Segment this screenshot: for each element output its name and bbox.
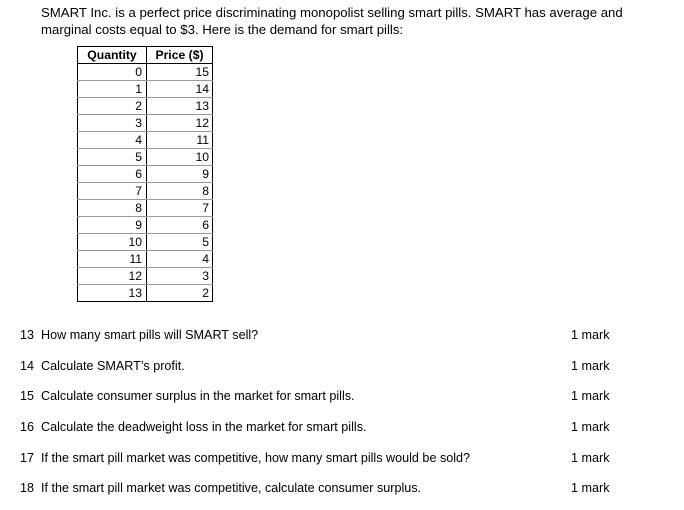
price-cell: 14 <box>147 81 213 98</box>
quantity-cell: 4 <box>78 132 147 149</box>
price-cell: 13 <box>147 98 213 115</box>
quantity-cell: 11 <box>78 251 147 268</box>
price-cell: 10 <box>147 149 213 166</box>
table-row <box>78 64 213 81</box>
question-text: Calculate the deadweight loss in the market for smart pills. <box>41 420 367 435</box>
table-row <box>78 149 213 166</box>
table-row <box>78 234 213 251</box>
question-text: If the smart pill market was competitive, how many smart pills would be sold? <box>41 450 471 465</box>
quantity-cell: 10 <box>78 234 147 251</box>
question-marks: 1 mark <box>571 358 610 373</box>
question-18 <box>20 479 620 510</box>
question-14 <box>20 357 620 388</box>
price-cell: 7 <box>147 200 213 217</box>
demand-table <box>77 46 213 302</box>
question-marks: 1 mark <box>571 389 610 404</box>
price-header: Price ($) <box>147 47 213 64</box>
price-cell: 8 <box>147 183 213 200</box>
quantity-cell: 9 <box>78 217 147 234</box>
question-15 <box>20 387 620 418</box>
question-marks: 1 mark <box>571 328 610 342</box>
question-number: 13 <box>20 328 35 342</box>
table-row <box>78 268 213 285</box>
question-text: Calculate SMART’s profit. <box>41 358 185 373</box>
table-row <box>78 132 213 149</box>
quantity-header: Quantity <box>78 47 147 64</box>
price-cell: 15 <box>147 64 213 81</box>
question-number: 16 <box>20 420 35 435</box>
table-row <box>78 115 213 132</box>
table-row <box>78 200 213 217</box>
price-cell: 11 <box>147 132 213 149</box>
table-row <box>78 98 213 115</box>
question-number: 15 <box>20 389 35 404</box>
question-text: If the smart pill market was competitive, calculate consumer surplus. <box>41 481 422 496</box>
quantity-cell: 3 <box>78 115 147 132</box>
question-16 <box>20 418 620 449</box>
table-header-row <box>78 47 213 64</box>
quantity-cell: 2 <box>78 98 147 115</box>
price-cell: 5 <box>147 234 213 251</box>
question-marks: 1 mark <box>571 450 610 465</box>
question-list <box>20 326 620 510</box>
question-13 <box>20 326 620 357</box>
quantity-cell: 5 <box>78 149 147 166</box>
question-number: 14 <box>20 358 35 373</box>
table-row <box>78 217 213 234</box>
table-row <box>78 285 213 302</box>
table-row <box>78 166 213 183</box>
price-cell: 9 <box>147 166 213 183</box>
question-17 <box>20 449 620 480</box>
question-marks: 1 mark <box>571 481 610 496</box>
question-marks: 1 mark <box>571 420 610 435</box>
price-cell: 4 <box>147 251 213 268</box>
question-number: 17 <box>20 450 35 465</box>
price-cell: 2 <box>147 285 213 302</box>
table-row <box>78 81 213 98</box>
quantity-cell: 8 <box>78 200 147 217</box>
price-cell: 6 <box>147 217 213 234</box>
quantity-cell: 12 <box>78 268 147 285</box>
price-cell: 12 <box>147 115 213 132</box>
question-text: How many smart pills will SMART sell? <box>41 328 259 342</box>
quantity-cell: 13 <box>78 285 147 302</box>
quantity-cell: 0 <box>78 64 147 81</box>
table-row <box>78 251 213 268</box>
table-row <box>78 183 213 200</box>
quantity-cell: 7 <box>78 183 147 200</box>
quantity-cell: 6 <box>78 166 147 183</box>
intro-paragraph: SMART Inc. is a perfect price discriminating monopolist selling smart pills. SMART has average and marginal costs equal to $3. Here is the demand for smart pills: <box>41 5 623 37</box>
quantity-cell: 1 <box>78 81 147 98</box>
price-cell: 3 <box>147 268 213 285</box>
question-text: Calculate consumer surplus in the market for smart pills. <box>41 389 355 404</box>
question-number: 18 <box>20 481 35 496</box>
